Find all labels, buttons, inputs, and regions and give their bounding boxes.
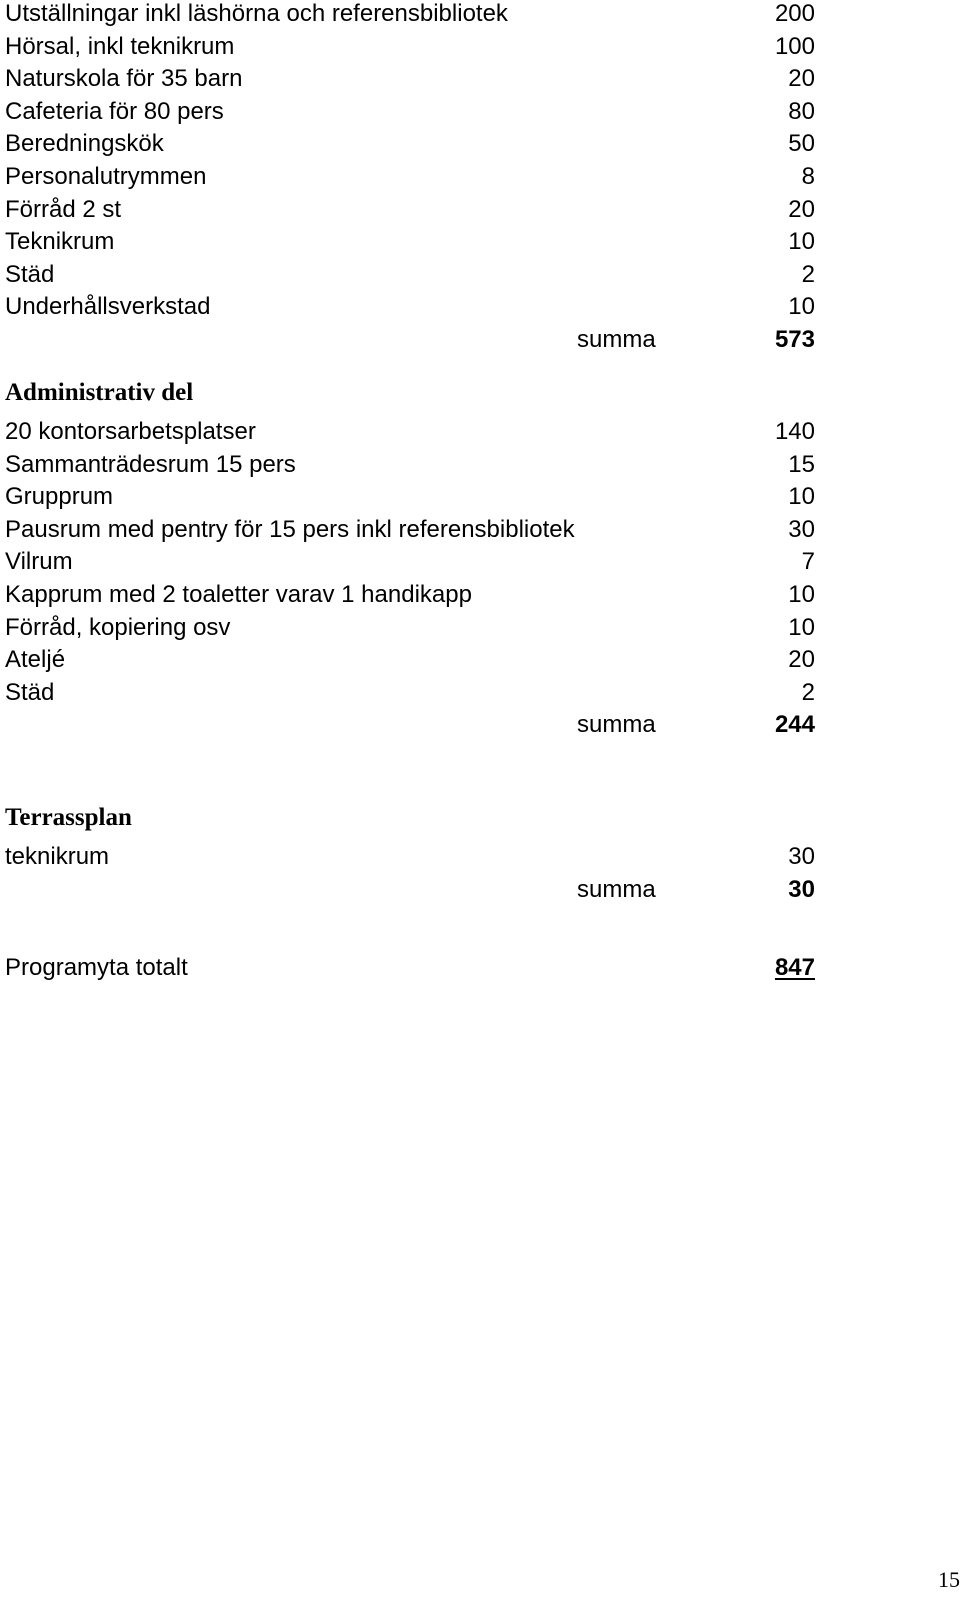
row-label: Ateljé [5,646,66,674]
sum-value: 244 [774,711,815,739]
row-label: Kapprum med 2 toaletter varav 1 handikapp [5,580,472,608]
row-label: Grupprum [5,483,114,511]
table-row [5,0,815,33]
table-row [5,163,815,196]
section-3 [5,803,815,908]
row-value: 80 [788,97,815,125]
row-label: 20 kontorsarbetsplatser [5,418,256,445]
row-value: 30 [788,515,815,543]
row-label: Naturskola för 35 barn [5,65,243,93]
row-value: 100 [774,32,815,60]
sum-label: summa [577,875,656,903]
row-value: 10 [788,293,815,321]
row-value: 2 [801,260,815,288]
row-label: Städ [5,678,55,706]
sum-label: summa [577,711,656,739]
total-row [5,954,815,987]
table-row [5,843,815,876]
row-value: 20 [788,195,815,223]
row-label: teknikrum [5,843,110,870]
table-row [5,65,815,98]
row-label: Personalutrymmen [5,162,207,190]
section-heading: Administrativ del [5,379,194,406]
table-row [5,196,815,229]
table-row [5,418,815,451]
sum-row [5,326,815,359]
table-row [5,614,815,647]
row-label: Städ [5,260,55,288]
table-row [5,548,815,581]
row-label: Teknikrum [5,228,115,256]
row-label: Vilrum [5,548,73,576]
sum-value: 573 [774,325,815,353]
row-label: Förråd, kopiering osv [5,613,231,641]
row-value: 140 [774,418,815,445]
row-value: 30 [788,843,815,870]
table-row [5,228,815,261]
section-heading: Terrassplan [5,804,132,831]
row-value: 10 [788,228,815,256]
section-2 [5,378,815,744]
row-value: 8 [801,162,815,190]
section-1 [5,0,815,359]
row-value: 15 [788,450,815,478]
sum-value: 30 [788,875,815,903]
table-row [5,261,815,294]
total-label: Programyta totalt [5,954,188,981]
table-row [5,516,815,549]
table-row [5,679,815,712]
row-label: Förråd 2 st [5,195,122,223]
row-label: Sammanträdesrum 15 pers [5,450,296,478]
row-value: 10 [788,613,815,641]
page-number: 15 [938,1567,960,1592]
row-value: 200 [774,0,815,27]
table-row [5,581,815,614]
row-label: Hörsal, inkl teknikrum [5,32,235,60]
sum-row [5,876,815,909]
table-row [5,130,815,163]
row-label: Pausrum med pentry för 15 pers inkl referensbibliotek [5,515,575,543]
row-value: 7 [801,548,815,576]
table-row [5,451,815,484]
table-row [5,646,815,679]
row-label: Beredningskök [5,130,164,158]
row-label: Utställningar inkl läshörna och referensbibliotek [5,0,508,27]
table-row [5,483,815,516]
table-row [5,293,815,326]
table-row [5,98,815,131]
row-value: 20 [788,646,815,674]
sum-row [5,711,815,744]
row-value: 20 [788,65,815,93]
table-row [5,33,815,66]
row-value: 50 [788,130,815,158]
total-value: 847 [774,954,815,981]
row-label: Cafeteria för 80 pers [5,97,224,125]
row-label: Underhållsverkstad [5,293,211,321]
row-value: 2 [801,678,815,706]
sum-label: summa [577,325,656,353]
row-value: 10 [788,580,815,608]
row-value: 10 [788,483,815,511]
